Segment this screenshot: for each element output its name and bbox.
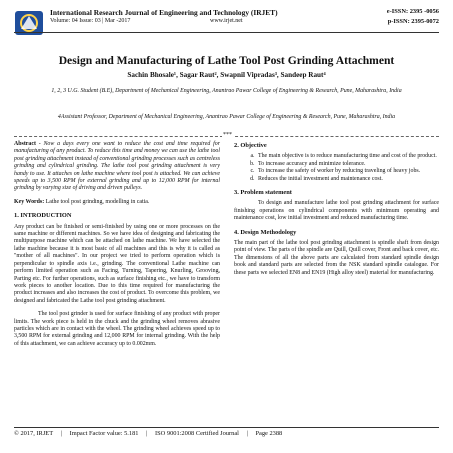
- abstract-text: - Now a days every one want to reduce the cost and time required for manufacturing of any product. To reduce this time and money we can use the lathe tool post grinding attachment instead of conventional grinding processes such as centreless grinding and cylindrical grinding. The lathe tool post grinding attachment is very handy to use. It attaches on lathe machine where tool post is attached. We can achieve speeds up to 3,500 RPM for external grinding and up to 12,000 RPM for internal grinding by varying size of driving and driven pulleys.: [14, 141, 220, 192]
- footer-rule: [14, 427, 439, 428]
- intro-paragraph-2: The tool post grinder is used for surface finishing of any product with proper limits. The work piece is held in the chuck and the grinding wheel removes abrasive particles which are in contact with the wheel. The grinding wheel achieves speed up to 3,500 RPM for external grinding and 12,000 RPM for internal grinding. With the help of this attachment, we can achieve accuracy up to 0.002mm.: [14, 311, 220, 347]
- journal-website[interactable]: www.irjet.net: [210, 18, 243, 24]
- divider-mark: ***: [223, 132, 232, 138]
- paper-authors: Sachin Bhosale¹, Sagar Raut², Swapnil Vipradas³, Sandeep Raut⁴: [127, 71, 326, 79]
- list-item: a. The main objective is to reduce manufacturing time and cost of the product.: [256, 153, 439, 160]
- objective-list: [234, 153, 439, 183]
- footer-separator: |: [60, 430, 63, 437]
- problem-text: To design and manufacture lathe tool post grinding attachment for surface finishing operations on cylindrical components with minimum operating and maintenance cost, low initial investment and reduced manufacturing time.: [234, 200, 439, 222]
- footer-page-number: Page 2388: [255, 430, 283, 437]
- p-issn: p-ISSN: 2395-0072: [387, 18, 439, 25]
- page-footer: [14, 430, 439, 437]
- footer-impact-factor: Impact Factor value: 5.181: [69, 430, 139, 437]
- affiliation-professor: 4Assistant Professor, Department of Mechanical Engineering, Anantrao Pawar College of Engineering & Research, Pune, Maharashtra, India: [57, 114, 396, 120]
- list-item: c. To increase the safety of worker by reducing traveling of heavy jobs.: [256, 168, 439, 175]
- header-rule: [14, 32, 439, 33]
- right-column: [234, 141, 439, 277]
- keywords-text: Lathe tool post grinding, modelling in catia.: [44, 198, 150, 205]
- intro-paragraph-1: Any product can be finished or semi-finished by using one or more processes on the same machine or different machines. So we have idea of designing and fabricating the multipurpose machine which can be attached on lathe machine. We have selected the lathe machine because it is most basic of all machines and this is why it is called as "mother of all machines". In our project we tried to perform operation which is perpendicular to spindle axis i.e., grinding. The conventional Lathe machine can perform limited operation such as Facing, Turning, Tapering, Knurling, Grooving, Parting etc. For further operations, such as surface finishing etc., we have to transform work pieces to another location. Due to this time required for manufacturing the product increases and also increases the cost of product. To overcome this problem, we designed and fabricated the Lathe tool post grinding attachment.: [14, 223, 220, 304]
- journal-header: [14, 8, 439, 42]
- left-column: [14, 141, 220, 348]
- affiliation-students: 1, 2, 3 U.G. Student (B.E), Department of Mechanical Engineering, Anantrao Pawar College of Engineering & Research, Pune, Maharashtra, India: [51, 88, 402, 94]
- volume-line: Volume: 04 Issue: 03 | Mar -2017: [50, 18, 131, 24]
- abstract: [14, 141, 220, 193]
- paper-title: Design and Manufacturing of Lathe Tool Post Grinding Attachment: [58, 54, 395, 67]
- footer-iso: ISO 9001:2008 Certified Journal: [154, 430, 239, 437]
- method-heading: 4. Design Methodology: [234, 228, 297, 236]
- journal-title: International Research Journal of Engineering and Technology (IRJET): [50, 8, 278, 17]
- footer-copyright: © 2017, IRJET: [14, 430, 54, 437]
- method-text: The main part of the lathe tool post grinding attachment is spindle shaft from design point of view. The parts of the spindle are Quill, Quill cover, Front and back cover, etc. The dimensions of all the above parts are calculated from standard spindle design book and standard parts are selected from the NSK standard spindle catalogue. For these parts we selected EN8 and EN19 (High alloy steel) material for manufacturing.: [234, 240, 439, 276]
- footer-separator: |: [146, 430, 148, 437]
- list-item: b. To increase accuracy and minimize tolerance.: [256, 161, 439, 168]
- intro-heading: 1. INTRODUCTION: [14, 212, 72, 220]
- problem-heading: 3. Problem statement: [234, 189, 292, 197]
- list-item: d. Reduces the initial investment and maintenance cost.: [256, 176, 439, 183]
- objective-heading: 2. Objective: [234, 142, 267, 149]
- e-issn: e-ISSN: 2395 -0056: [386, 8, 439, 15]
- footer-separator: |: [246, 430, 248, 437]
- abstract-label: Abstract: [14, 141, 36, 147]
- keywords: [14, 199, 220, 206]
- keywords-label: Key Words:: [14, 198, 45, 205]
